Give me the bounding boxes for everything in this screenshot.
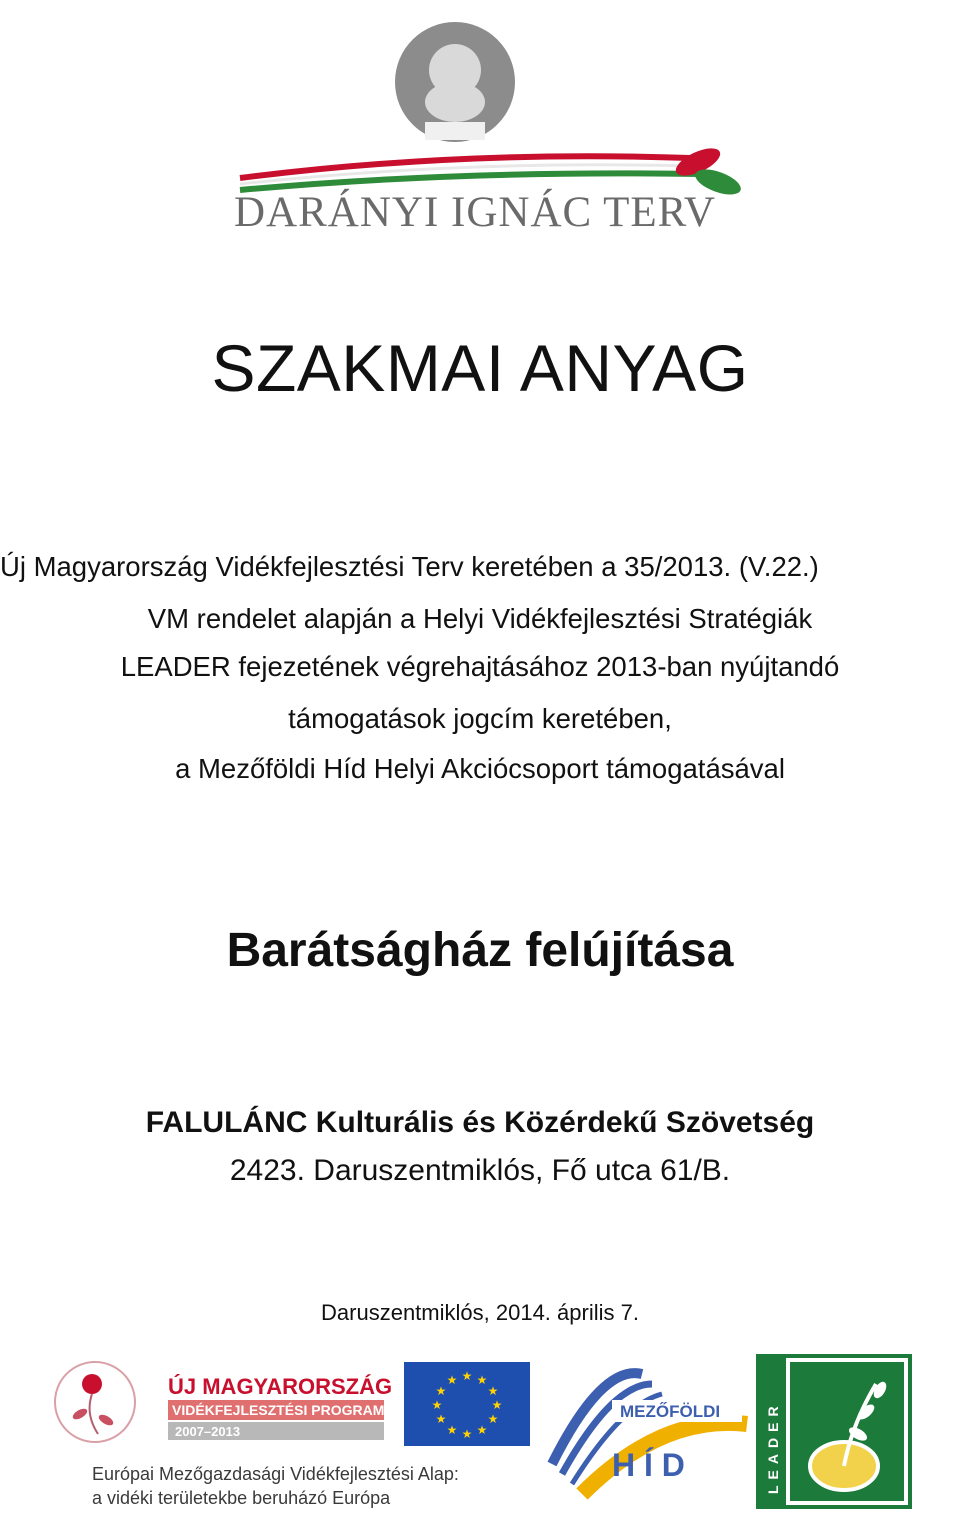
intro-line-1: Új Magyarország Vidékfejlesztési Terv keretében a 35/2013. (V.22.): [0, 551, 819, 582]
mezofoldi-hid-logo: [542, 1354, 752, 1512]
umvp-subtitle: VIDÉKFEJLESZTÉSI PROGRAM: [172, 1402, 385, 1418]
svg-text:★: ★: [487, 1384, 499, 1398]
leader-logo: [756, 1354, 912, 1509]
eu-fund-line-2: a vidéki területekbe beruházó Európa: [92, 1488, 391, 1508]
svg-text:★: ★: [461, 1427, 473, 1441]
document-title: SZAKMAI ANYAG: [211, 331, 749, 405]
intro-line-5: a Mezőföldi Híd Helyi Akciócsoport támogatásával: [175, 753, 785, 784]
svg-text:★: ★: [491, 1398, 503, 1412]
leader-text: LEADER: [765, 1400, 781, 1494]
logo-title: DARÁNYI IGNÁC TERV: [234, 189, 716, 236]
umvp-title: ÚJ MAGYARORSZÁG: [168, 1374, 393, 1399]
footer-logos: [0, 1348, 960, 1513]
svg-text:★: ★: [487, 1412, 499, 1426]
bridge-emblem-icon: [542, 1354, 752, 1512]
svg-text:★: ★: [476, 1373, 488, 1387]
organization-name: FALULÁNC Kulturális és Közérdekű Szövetség: [145, 1106, 815, 1139]
darany-ignac-terv-logo: [200, 10, 760, 240]
svg-text:★: ★: [435, 1384, 447, 1398]
svg-text:★: ★: [446, 1423, 458, 1437]
eu-stars-icon: [404, 1362, 530, 1446]
umvp-years: 2007–2013: [175, 1424, 241, 1439]
intro-line-3: LEADER fejezetének végrehajtásához 2013-ban nyújtandó: [120, 651, 840, 682]
uj-magyarorszag-logo: [50, 1354, 395, 1474]
svg-text:★: ★: [431, 1398, 443, 1412]
leader-emblem-icon: [756, 1354, 912, 1509]
eu-flag-icon: [404, 1362, 530, 1446]
eu-fund-line-1: Európai Mezőgazdasági Vidékfejlesztési Alap:: [92, 1464, 459, 1484]
mh-name: MEZŐFÖLDI: [620, 1402, 721, 1421]
svg-text:★: ★: [461, 1369, 473, 1383]
mh-word: H Í D: [612, 1447, 685, 1483]
organization-address: 2423. Daruszentmiklós, Fő utca 61/B.: [229, 1154, 731, 1187]
project-title: Barátságház felújítása: [226, 924, 734, 977]
svg-text:★: ★: [435, 1412, 447, 1426]
svg-text:★: ★: [476, 1423, 488, 1437]
rose-emblem-icon: [50, 1354, 395, 1464]
svg-text:★: ★: [446, 1373, 458, 1387]
intro-line-4: támogatások jogcím keretében,: [288, 703, 672, 734]
document-date: Daruszentmiklós, 2014. április 7.: [321, 1300, 639, 1325]
intro-line-2: VM rendelet alapján a Helyi Vidékfejlesztési Stratégiák: [147, 603, 813, 634]
